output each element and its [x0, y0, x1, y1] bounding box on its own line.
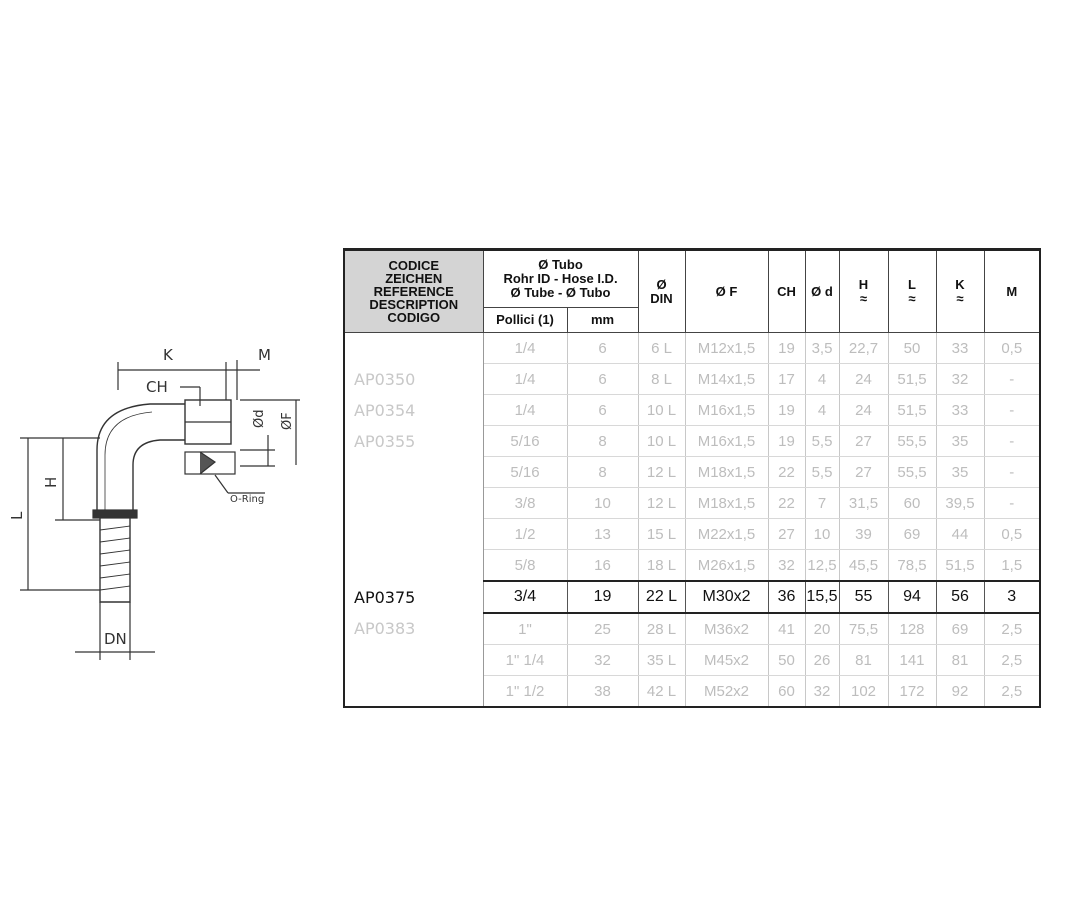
code-cell: [344, 333, 483, 364]
dim-label-of: ØF: [280, 412, 295, 430]
cell-h: 55: [839, 581, 888, 613]
cell-of: M22x1,5: [685, 519, 768, 550]
cell-mm: 25: [567, 613, 638, 645]
cell-of: M12x1,5: [685, 333, 768, 364]
dim-label-ch: CH: [146, 378, 168, 396]
cell-h: 22,7: [839, 333, 888, 364]
cell-ch: 32: [768, 550, 805, 582]
cell-mm: 6: [567, 364, 638, 395]
cell-od: 3,5: [805, 333, 839, 364]
code-cell: [344, 645, 483, 676]
cell-of: M14x1,5: [685, 364, 768, 395]
cell-k: 39,5: [936, 488, 984, 519]
cell-m: 2,5: [984, 613, 1040, 645]
spec-table: [343, 248, 1041, 708]
cell-mm: 13: [567, 519, 638, 550]
cell-m: 2,5: [984, 676, 1040, 708]
header-l: L ≈: [888, 250, 936, 333]
cell-din: 10 L: [638, 426, 685, 457]
code-cell: AP0375: [344, 581, 483, 613]
cell-mm: 19: [567, 581, 638, 613]
table-row: [344, 676, 1040, 708]
cell-din: 12 L: [638, 488, 685, 519]
cell-mm: 10: [567, 488, 638, 519]
code-cell: [344, 676, 483, 708]
code-cell: AP0383: [344, 613, 483, 645]
cell-pollici: 1/2: [483, 519, 567, 550]
cell-din: 6 L: [638, 333, 685, 364]
cell-k: 56: [936, 581, 984, 613]
cell-od: 15,5: [805, 581, 839, 613]
code-cell: [344, 457, 483, 488]
cell-ch: 27: [768, 519, 805, 550]
cell-mm: 8: [567, 457, 638, 488]
cell-ch: 22: [768, 457, 805, 488]
cell-ch: 50: [768, 645, 805, 676]
cell-h: 27: [839, 426, 888, 457]
header-tube: Ø Tubo Rohr ID - Hose I.D. Ø Tube - Ø Tubo: [483, 250, 638, 308]
header-mm: mm: [567, 308, 638, 333]
cell-l: 172: [888, 676, 936, 708]
cell-pollici: 3/4: [483, 581, 567, 613]
cell-k: 44: [936, 519, 984, 550]
table-row: [344, 550, 1040, 582]
cell-m: -: [984, 364, 1040, 395]
cell-of: M36x2: [685, 613, 768, 645]
cell-pollici: 5/16: [483, 457, 567, 488]
dim-label-od: Ød: [252, 409, 267, 428]
cell-din: 8 L: [638, 364, 685, 395]
cell-ch: 36: [768, 581, 805, 613]
cell-k: 35: [936, 457, 984, 488]
cell-of: M16x1,5: [685, 426, 768, 457]
header-din: Ø DIN: [638, 250, 685, 333]
cell-l: 51,5: [888, 364, 936, 395]
oring-label: O-Ring: [230, 494, 265, 505]
cell-k: 69: [936, 613, 984, 645]
cell-pollici: 5/16: [483, 426, 567, 457]
cell-din: 18 L: [638, 550, 685, 582]
cell-of: M16x1,5: [685, 395, 768, 426]
cell-mm: 16: [567, 550, 638, 582]
code-cell: AP0350: [344, 364, 483, 395]
cell-mm: 6: [567, 333, 638, 364]
cell-od: 12,5: [805, 550, 839, 582]
cell-din: 28 L: [638, 613, 685, 645]
cell-din: 42 L: [638, 676, 685, 708]
cell-ch: 19: [768, 395, 805, 426]
cell-h: 81: [839, 645, 888, 676]
cell-pollici: 5/8: [483, 550, 567, 582]
cell-ch: 19: [768, 426, 805, 457]
cell-h: 24: [839, 364, 888, 395]
cell-h: 75,5: [839, 613, 888, 645]
cell-m: -: [984, 457, 1040, 488]
cell-h: 45,5: [839, 550, 888, 582]
dim-label-m: M: [258, 346, 271, 364]
cell-ch: 41: [768, 613, 805, 645]
cell-ch: 60: [768, 676, 805, 708]
cell-od: 20: [805, 613, 839, 645]
table-row: [344, 426, 1040, 457]
cell-k: 33: [936, 395, 984, 426]
table-row: [344, 333, 1040, 364]
cell-ch: 22: [768, 488, 805, 519]
cell-od: 10: [805, 519, 839, 550]
cell-l: 78,5: [888, 550, 936, 582]
cell-of: M52x2: [685, 676, 768, 708]
cell-od: 5,5: [805, 426, 839, 457]
cell-pollici: 1" 1/2: [483, 676, 567, 708]
table-row: [344, 519, 1040, 550]
cell-pollici: 3/8: [483, 488, 567, 519]
cell-od: 26: [805, 645, 839, 676]
cell-ch: 19: [768, 333, 805, 364]
cell-h: 102: [839, 676, 888, 708]
cell-of: M18x1,5: [685, 457, 768, 488]
code-cell: [344, 519, 483, 550]
cell-l: 55,5: [888, 426, 936, 457]
cell-l: 51,5: [888, 395, 936, 426]
cell-od: 4: [805, 395, 839, 426]
table-row: [344, 581, 1040, 613]
cell-of: M45x2: [685, 645, 768, 676]
cell-m: 3: [984, 581, 1040, 613]
cell-od: 32: [805, 676, 839, 708]
cell-m: 0,5: [984, 333, 1040, 364]
cell-pollici: 1/4: [483, 395, 567, 426]
cell-m: 0,5: [984, 519, 1040, 550]
dim-label-l: L: [8, 511, 26, 520]
cell-k: 33: [936, 333, 984, 364]
cell-mm: 38: [567, 676, 638, 708]
table-row: [344, 645, 1040, 676]
cell-m: -: [984, 395, 1040, 426]
cell-h: 27: [839, 457, 888, 488]
cell-m: 1,5: [984, 550, 1040, 582]
table-row: [344, 395, 1040, 426]
cell-h: 31,5: [839, 488, 888, 519]
header-od: Ø d: [805, 250, 839, 333]
cell-of: M18x1,5: [685, 488, 768, 519]
cell-m: -: [984, 488, 1040, 519]
cell-l: 128: [888, 613, 936, 645]
cell-din: 35 L: [638, 645, 685, 676]
code-cell: AP0355: [344, 426, 483, 457]
cell-l: 94: [888, 581, 936, 613]
table-row: [344, 457, 1040, 488]
header-m: M: [984, 250, 1040, 333]
cell-l: 55,5: [888, 457, 936, 488]
table-row: [344, 488, 1040, 519]
cell-ch: 17: [768, 364, 805, 395]
cell-m: -: [984, 426, 1040, 457]
header-ch: CH: [768, 250, 805, 333]
cell-pollici: 1/4: [483, 333, 567, 364]
cell-k: 32: [936, 364, 984, 395]
cell-din: 22 L: [638, 581, 685, 613]
cell-k: 81: [936, 645, 984, 676]
fitting-drawing: [0, 330, 330, 670]
cell-h: 24: [839, 395, 888, 426]
code-cell: [344, 550, 483, 582]
dim-label-k: K: [163, 346, 173, 364]
cell-of: M30x2: [685, 581, 768, 613]
cell-l: 69: [888, 519, 936, 550]
cell-pollici: 1" 1/4: [483, 645, 567, 676]
cell-od: 5,5: [805, 457, 839, 488]
cell-l: 60: [888, 488, 936, 519]
cell-pollici: 1/4: [483, 364, 567, 395]
cell-l: 50: [888, 333, 936, 364]
cell-mm: 6: [567, 395, 638, 426]
cell-mm: 32: [567, 645, 638, 676]
cell-l: 141: [888, 645, 936, 676]
cell-pollici: 1": [483, 613, 567, 645]
code-cell: [344, 488, 483, 519]
cell-od: 7: [805, 488, 839, 519]
cell-m: 2,5: [984, 645, 1040, 676]
cell-k: 51,5: [936, 550, 984, 582]
cell-din: 15 L: [638, 519, 685, 550]
header-of: Ø F: [685, 250, 768, 333]
header-pollici: Pollici (1): [483, 308, 567, 333]
cell-din: 12 L: [638, 457, 685, 488]
cell-k: 35: [936, 426, 984, 457]
header-k: K ≈: [936, 250, 984, 333]
header-h: H ≈: [839, 250, 888, 333]
cell-mm: 8: [567, 426, 638, 457]
cell-of: M26x1,5: [685, 550, 768, 582]
header-code: CODICE ZEICHEN REFERENCE DESCRIPTION CODIGO: [344, 250, 483, 333]
code-cell: AP0354: [344, 395, 483, 426]
cell-h: 39: [839, 519, 888, 550]
dim-label-dn: DN: [104, 630, 127, 648]
cell-od: 4: [805, 364, 839, 395]
table-row: [344, 613, 1040, 645]
dim-label-h: H: [42, 476, 60, 488]
table-row: [344, 364, 1040, 395]
cell-k: 92: [936, 676, 984, 708]
cell-din: 10 L: [638, 395, 685, 426]
